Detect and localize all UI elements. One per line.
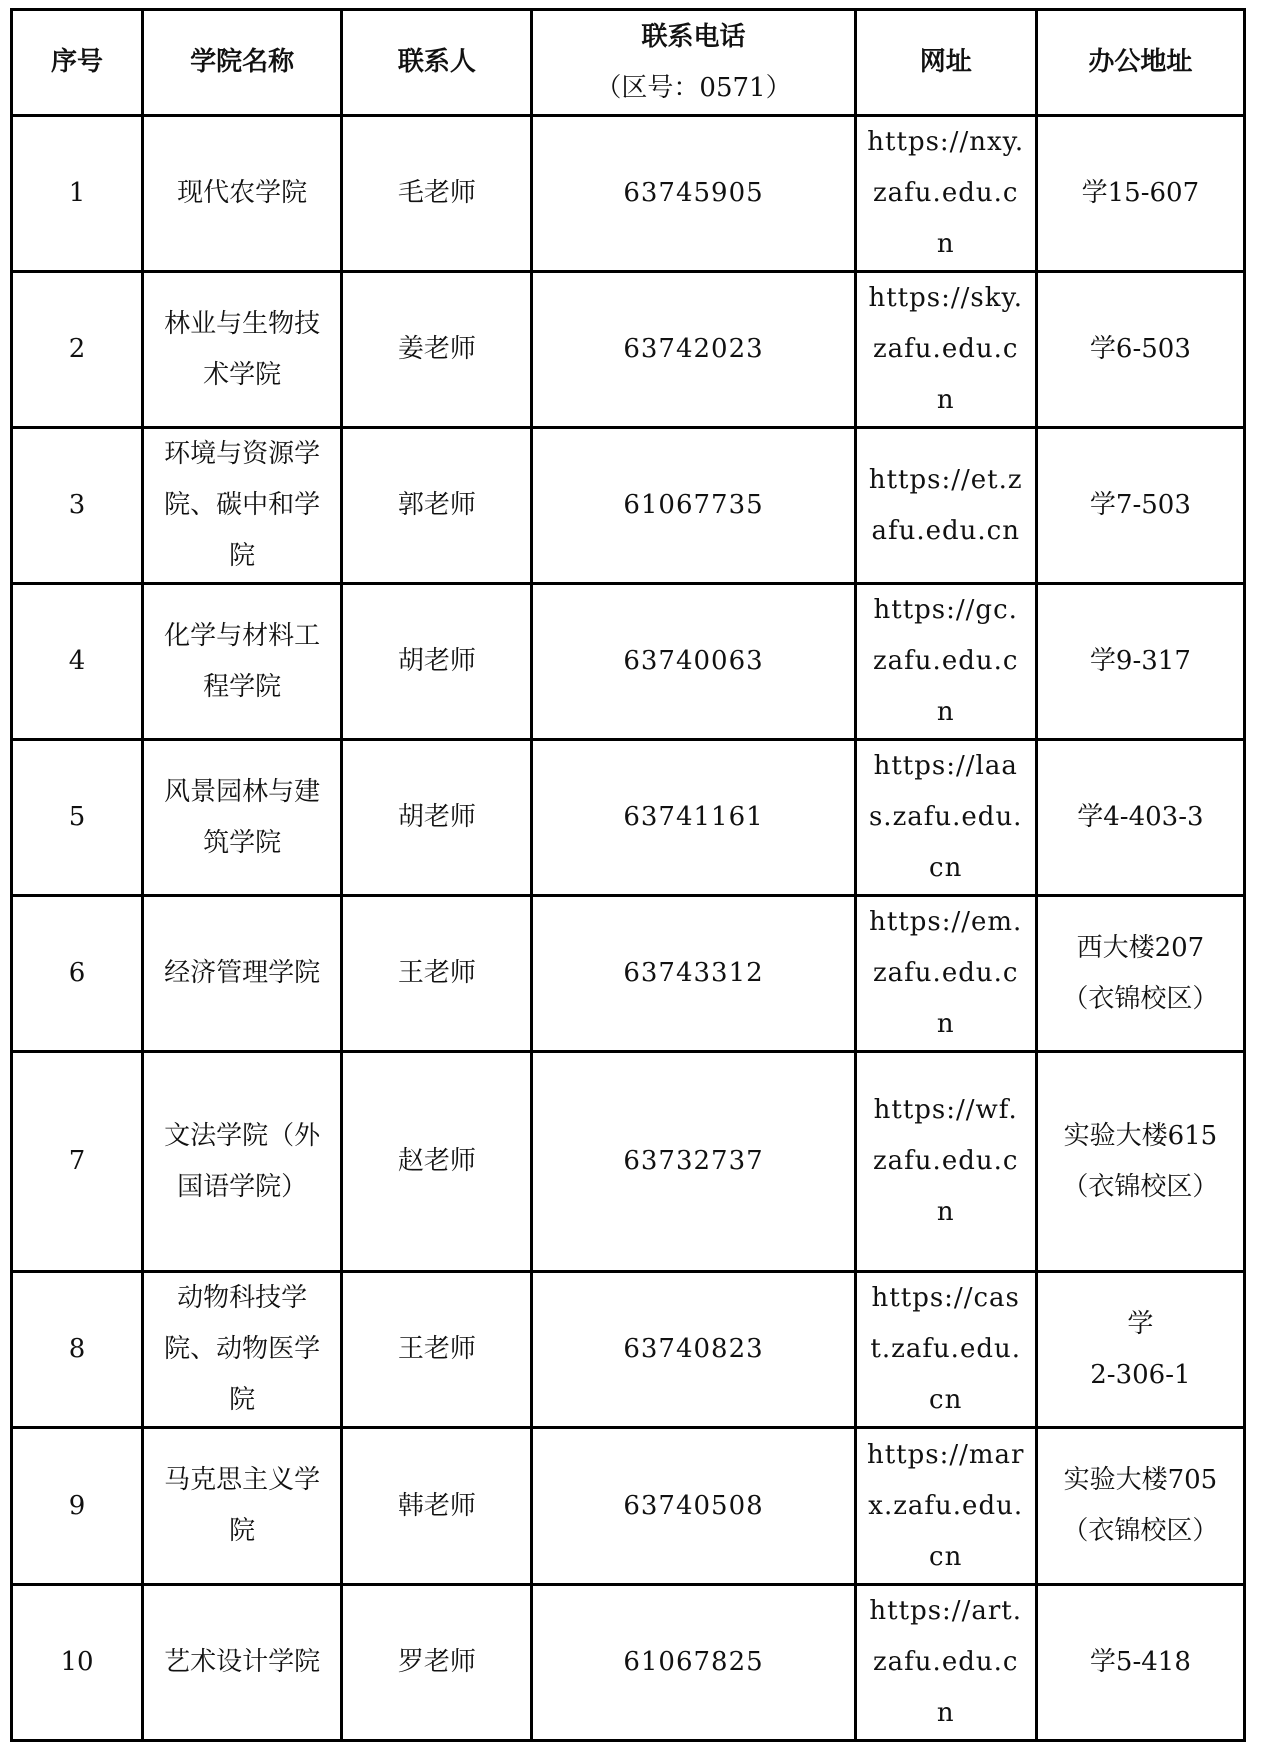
- table-row: [12, 1428, 1245, 1585]
- row-website[interactable]: https://sky.zafu.edu.cn: [855, 272, 1036, 428]
- row-index: 4: [12, 584, 143, 740]
- row-phone: 63740823: [532, 1272, 855, 1428]
- row-contact: 韩老师: [342, 1428, 532, 1585]
- table-row: [12, 1585, 1245, 1741]
- office-line: 2-306-1: [1090, 1359, 1191, 1390]
- office-line: 西大楼207: [1076, 932, 1205, 963]
- office-line: 实验大楼615: [1063, 1120, 1218, 1151]
- row-contact: 王老师: [342, 896, 532, 1052]
- office-line: 学4-403-3: [1077, 802, 1204, 832]
- office-line: 学6-503: [1089, 334, 1191, 364]
- row-index: 2: [12, 272, 143, 428]
- row-contact: 胡老师: [342, 740, 532, 896]
- office-line: 学9-317: [1089, 646, 1191, 676]
- row-index: 8: [12, 1272, 143, 1428]
- row-office: [1036, 896, 1244, 1052]
- row-website[interactable]: https://em.zafu.edu.cn: [855, 896, 1036, 1052]
- row-office: [1036, 740, 1244, 896]
- table-row: [12, 584, 1245, 740]
- row-college: 动物科技学院、动物医学院: [143, 1272, 342, 1428]
- row-phone: 61067825: [532, 1585, 855, 1741]
- row-website[interactable]: https://gc.zafu.edu.cn: [855, 584, 1036, 740]
- header-phone-area: （区号：0571）: [595, 72, 792, 103]
- row-college: 艺术设计学院: [143, 1585, 342, 1741]
- header-office: 办公地址: [1036, 10, 1244, 116]
- row-index: 1: [12, 116, 143, 272]
- row-website[interactable]: https://cast.zafu.edu.cn: [855, 1272, 1036, 1428]
- header-contact: 联系人: [342, 10, 532, 116]
- row-phone: 63740063: [532, 584, 855, 740]
- row-index: 3: [12, 428, 143, 584]
- row-index: 6: [12, 896, 143, 1052]
- header-college: 学院名称: [143, 10, 342, 116]
- row-website[interactable]: https://art.zafu.edu.cn: [855, 1585, 1036, 1741]
- row-contact: 罗老师: [342, 1585, 532, 1741]
- office-line: （衣锦校区）: [1062, 1171, 1219, 1202]
- row-contact: 毛老师: [342, 116, 532, 272]
- row-office: [1036, 1272, 1244, 1428]
- row-college: 现代农学院: [143, 116, 342, 272]
- row-office: [1036, 584, 1244, 740]
- row-phone: 63743312: [532, 896, 855, 1052]
- row-college: 经济管理学院: [143, 896, 342, 1052]
- office-line: 实验大楼705: [1063, 1465, 1218, 1495]
- row-website[interactable]: https://marx.zafu.edu.cn: [855, 1428, 1036, 1585]
- row-college: 文法学院（外国语学院）: [143, 1052, 342, 1272]
- row-phone: 61067735: [532, 428, 855, 584]
- row-college: 化学与材料工程学院: [143, 584, 342, 740]
- table-row: [12, 1052, 1245, 1272]
- row-college: 马克思主义学院: [143, 1428, 342, 1585]
- office-line: 学15-607: [1081, 178, 1200, 208]
- row-office: [1036, 272, 1244, 428]
- row-contact: 王老师: [342, 1272, 532, 1428]
- office-line: 学5-418: [1089, 1647, 1191, 1677]
- header-phone: [532, 10, 855, 116]
- table-row: [12, 272, 1245, 428]
- row-index: 10: [12, 1585, 143, 1741]
- row-website[interactable]: https://nxy.zafu.edu.cn: [855, 116, 1036, 272]
- row-website[interactable]: https://laas.zafu.edu.cn: [855, 740, 1036, 896]
- office-line: 学7-503: [1089, 490, 1191, 520]
- table-row: [12, 116, 1245, 272]
- office-line: （衣锦校区）: [1062, 983, 1219, 1014]
- row-website[interactable]: https://et.zafu.edu.cn: [855, 428, 1036, 584]
- row-contact: 赵老师: [342, 1052, 532, 1272]
- row-phone: 63745905: [532, 116, 855, 272]
- table-row: [12, 896, 1245, 1052]
- table-row: [12, 428, 1245, 584]
- row-website[interactable]: https://wf.zafu.edu.cn: [855, 1052, 1036, 1272]
- row-office: [1036, 428, 1244, 584]
- header-row: [12, 10, 1245, 116]
- table-body: [12, 116, 1245, 1741]
- header-website: 网址: [855, 10, 1036, 116]
- row-index: 7: [12, 1052, 143, 1272]
- table-row: [12, 740, 1245, 896]
- office-line: （衣锦校区）: [1062, 1516, 1219, 1546]
- header-index: 序号: [12, 10, 143, 116]
- header-phone-label: 联系电话: [641, 21, 746, 52]
- row-office: [1036, 116, 1244, 272]
- row-college: 林业与生物技术学院: [143, 272, 342, 428]
- row-office: [1036, 1428, 1244, 1585]
- row-contact: 姜老师: [342, 272, 532, 428]
- office-line: 学: [1127, 1308, 1154, 1339]
- row-contact: 郭老师: [342, 428, 532, 584]
- row-phone: 63732737: [532, 1052, 855, 1272]
- row-phone: 63740508: [532, 1428, 855, 1585]
- row-college: 环境与资源学院、碳中和学院: [143, 428, 342, 584]
- row-phone: 63741161: [532, 740, 855, 896]
- table-row: [12, 1272, 1245, 1428]
- row-office: [1036, 1052, 1244, 1272]
- row-college: 风景园林与建筑学院: [143, 740, 342, 896]
- row-office: [1036, 1585, 1244, 1741]
- college-contacts-table: [10, 8, 1246, 1742]
- row-index: 5: [12, 740, 143, 896]
- row-contact: 胡老师: [342, 584, 532, 740]
- row-index: 9: [12, 1428, 143, 1585]
- row-phone: 63742023: [532, 272, 855, 428]
